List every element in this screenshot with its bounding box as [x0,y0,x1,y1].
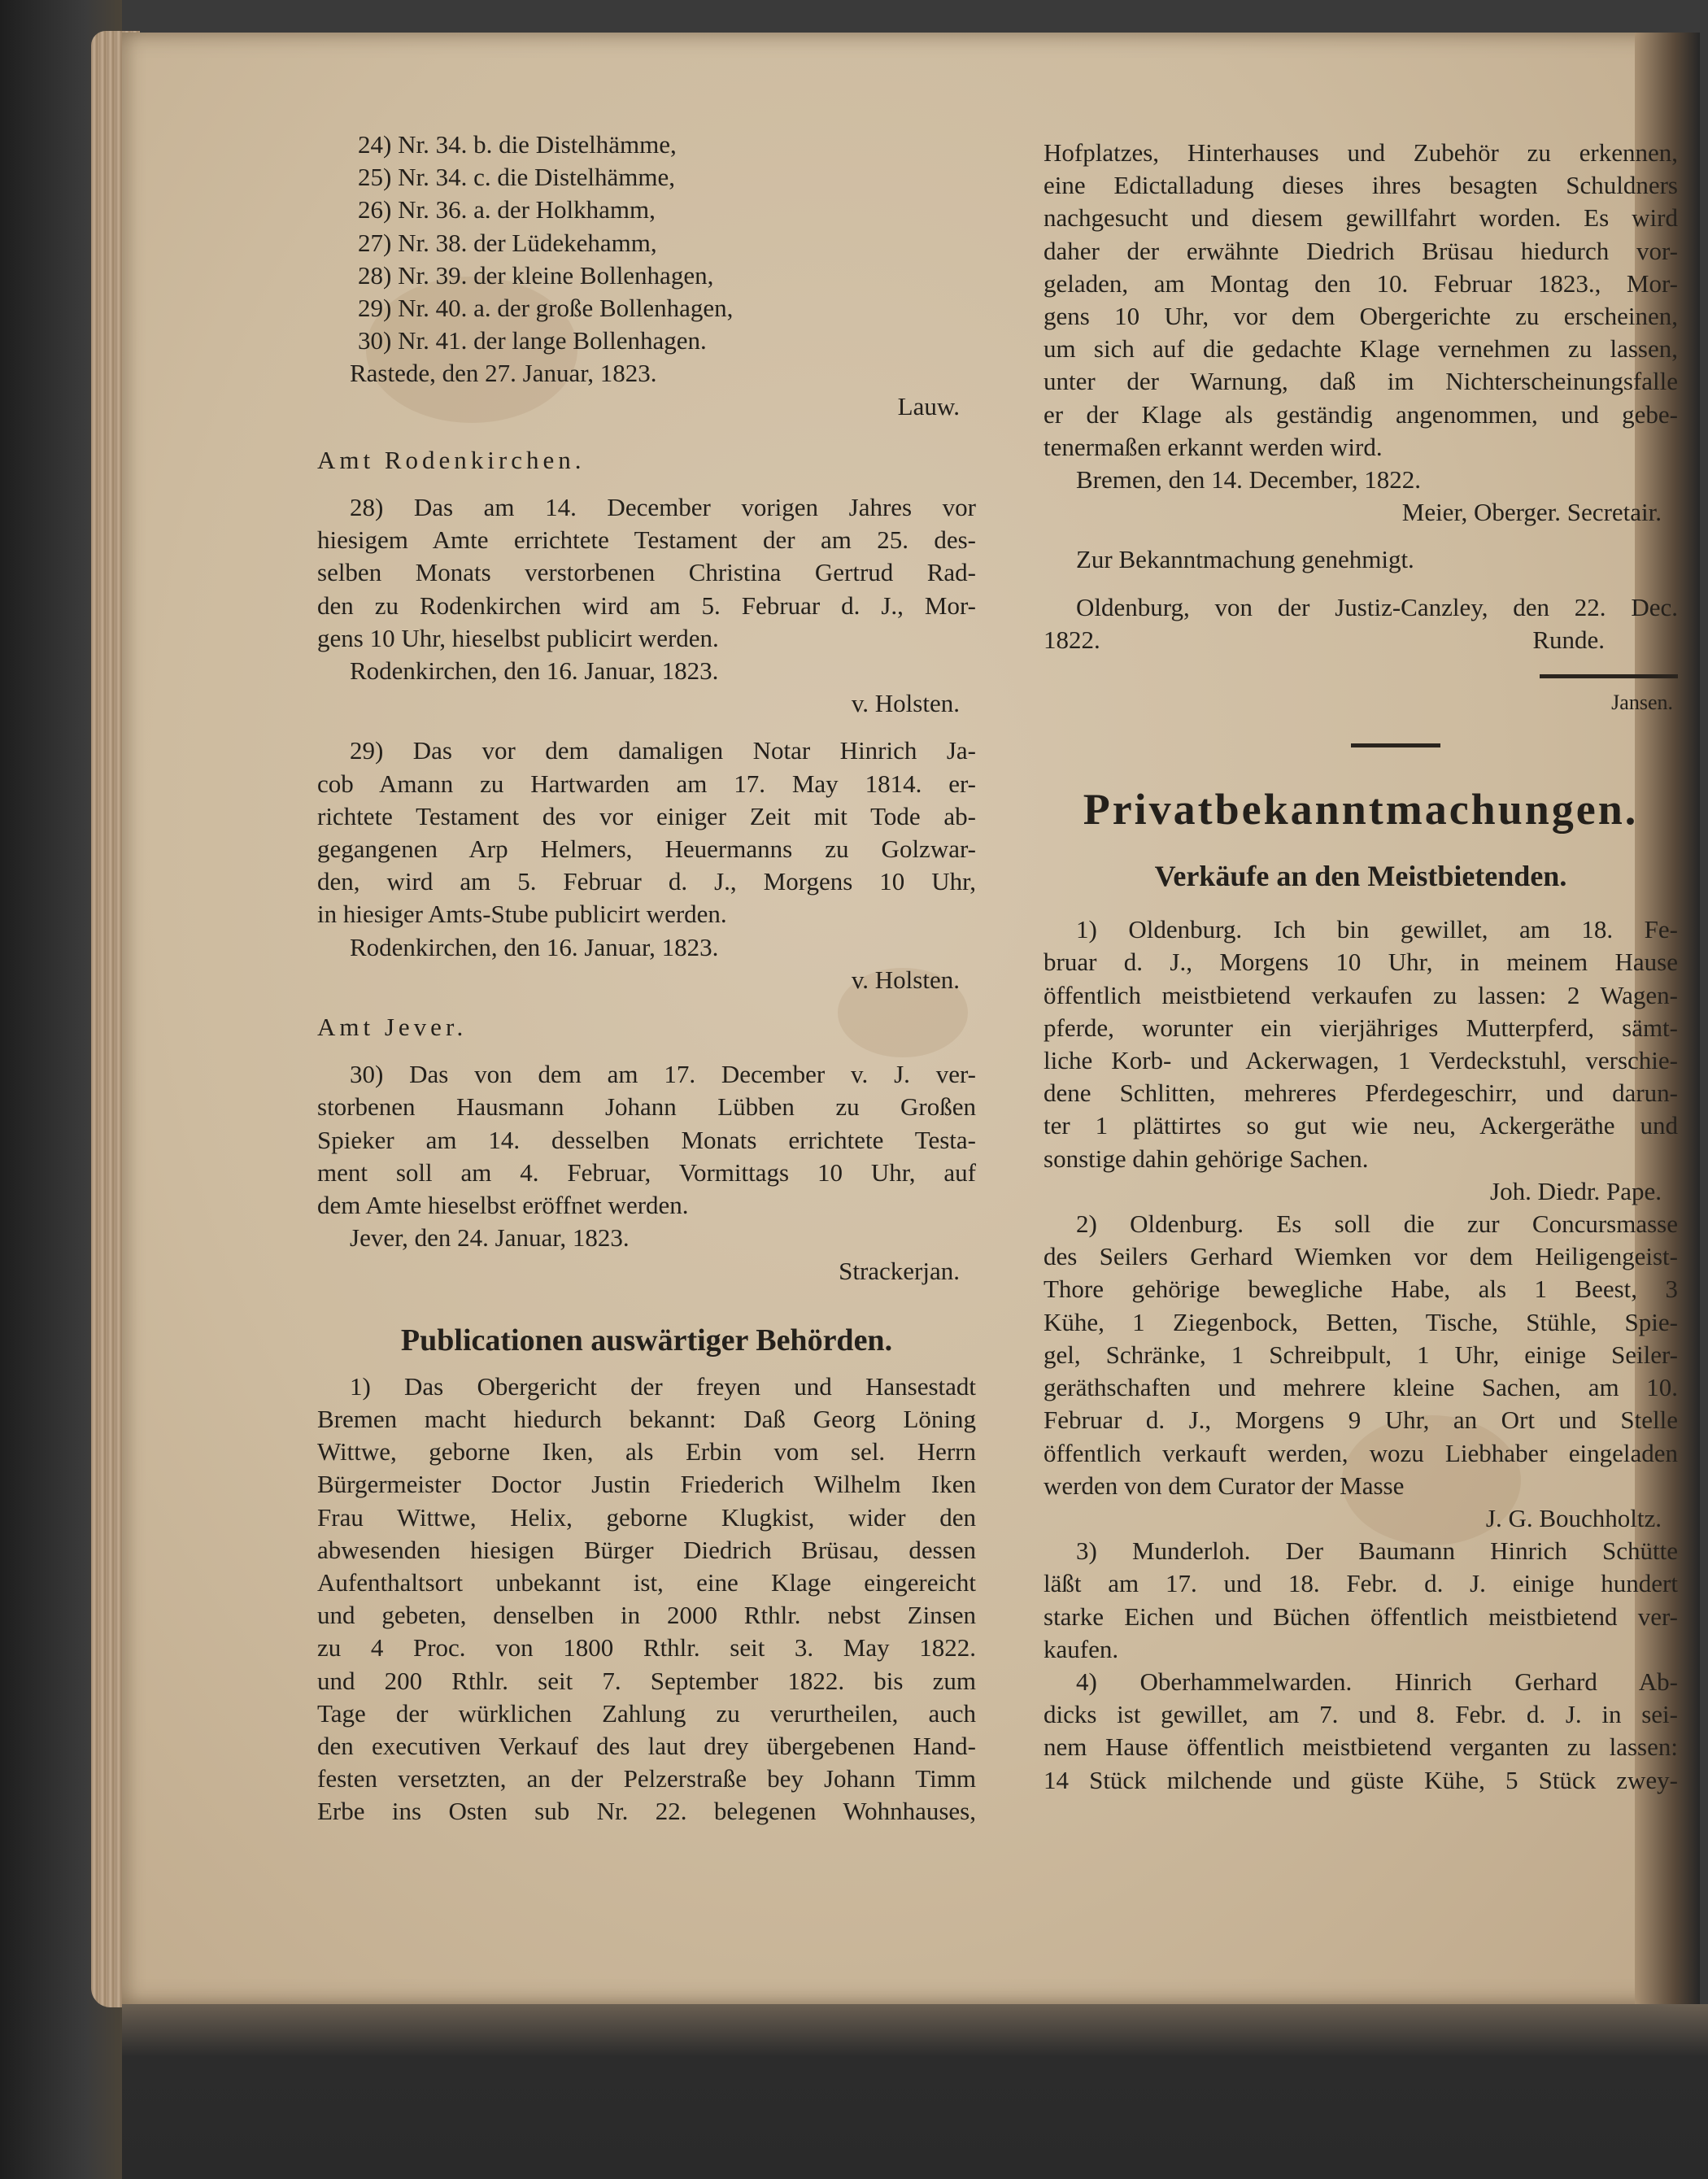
text-line: und 200 Rthlr. seit 7. September 1822. bis zum [317,1666,976,1695]
signature: Lauw. [897,391,960,421]
list-line: 24) Nr. 34. b. die Distelhämme, [358,130,677,159]
text-line: storbenen Hausmann Johann Lübben zu Großen [317,1092,976,1122]
text-line: gens 10 Uhr, hieselbst publicirt werden. [317,623,719,652]
text-line: 2) Oldenburg. Es soll die zur Concursmasse [1076,1209,1678,1239]
right-column [1044,137,1678,1797]
sale-2 [1044,1208,1678,1535]
text-line: liche Korb- und Ackerwagen, 1 Verdeckstuhl, verschie- [1044,1046,1678,1075]
signature: Runde. [1532,625,1605,654]
sale-1 [1044,913,1678,1208]
text-line: 4) Oberhammelwarden. Hinrich Gerhard Ab- [1076,1667,1678,1696]
text-line: 29) Das vor dem damaligen Notar Hinrich Ja- [350,736,976,765]
text-line: er der Klage als geständig angenommen, und gebe- [1044,399,1678,429]
text-line: selben Monats verstorbenen Christina Gertrud Rad- [317,558,976,587]
text-line: den zu Rodenkirchen wird am 5. Februar d. J., Mor- [317,591,976,620]
divider-rule [1540,674,1678,678]
text-line: daher der erwähnte Diedrich Brüsau hiedurch vor- [1044,236,1678,265]
text-line: geräthschaften und mehrere kleine Sachen, am 10. [1044,1373,1678,1402]
text-line: Februar d. J., Morgens 9 Uhr, an Ort und Stelle [1044,1405,1678,1435]
list-line: 25) Nr. 34. c. die Distelhämme, [358,163,675,192]
text-line: starke Eichen und Büchen öffentlich meistbietend ver- [1044,1602,1678,1631]
text-line: ment soll am 4. Februar, Vormittags 10 Uhr, auf [317,1157,976,1187]
text-line: eine Edictalladung dieses ihres besagten Schuldners [1044,171,1678,200]
text-line: abwesenden hiesigen Bürger Diedrich Brüsau, dessen [317,1535,976,1564]
text-line: Tage der würklichen Zahlung zu verurtheilen, auch [317,1698,976,1728]
text-line: hiesigem Amte errichtete Testament der am 25. des- [317,525,976,555]
signature: Jansen. [1611,691,1673,715]
text-line: unter der Warnung, daß im Nichterscheinungsfalle [1044,367,1678,396]
year: 1822. [1044,625,1100,654]
text-line: tenermaßen erkannt werden wird. [1044,432,1383,461]
text-line: dene Schlitten, mehreres Pferdegeschirr, und darun- [1044,1079,1678,1108]
signature: Joh. Diedr. Pape. [1490,1176,1662,1205]
scan-bottom-background [122,2004,1708,2179]
text-line: kaufen. [1044,1634,1119,1663]
dateline-continued [1044,624,1678,656]
parcel-list [317,129,976,423]
list-line: 26) Nr. 36. a. der Holkhamm, [358,195,656,224]
text-line: 3) Munderloh. Der Baumann Hinrich Schütte [1076,1536,1678,1566]
signature: Strackerjan. [839,1256,960,1285]
text-line: zu 4 Proc. von 1800 Rthlr. seit 3. May 1822. [317,1633,976,1663]
text-line: 30) Das von dem am 17. December v. J. ver- [350,1060,976,1089]
list-line: 27) Nr. 38. der Lüdekehamm, [358,228,657,257]
notice-30 [317,1058,976,1287]
dateline: Rodenkirchen, den 16. Januar, 1823. [350,656,719,686]
text-line: und gebeten, denselben in 2000 Rthlr. nebst Zinsen [317,1601,976,1630]
text-line: Kühe, 1 Ziegenbock, Betten, Tische, Stühle, Spie- [1044,1307,1678,1336]
text-line: ter 1 plättirtes so gut wie neu, Ackergeräthe und [1044,1111,1678,1140]
list-line: 29) Nr. 40. a. der große Bollenhagen, [358,294,734,323]
section-heading-amt-jever: Amt Jever. [317,1013,468,1042]
list-line: 28) Nr. 39. der kleine Bollenhagen, [358,260,714,290]
text-line: Frau Wittwe, Helix, geborne Klugkist, wider den [317,1502,976,1532]
text-line: geladen, am Montag den 10. Februar 1823., Mor- [1044,268,1678,298]
text-line: 1) Oldenburg. Ich bin gewillet, am 18. Fe- [1076,915,1678,944]
text-line: Bürgermeister Doctor Justin Friederich Wilhelm Iken [317,1470,976,1499]
text-line: den executiven Verkauf des laut drey übergebenen Hand- [317,1731,976,1760]
dateline: Rastede, den 27. Januar, 1823. [350,359,657,388]
text-line: öffentlich verkauft werden, wozu Liebhaber eingeladen [1044,1438,1678,1467]
text-line: um sich auf die gedachte Klage vernehmen zu lassen, [1044,334,1678,364]
dateline: Bremen, den 14. December, 1822. [1076,465,1422,495]
approval-note: Zur Bekanntmachung genehmigt. [1076,545,1414,574]
text-line: 1) Das Obergericht der freyen und Hansestadt [350,1371,976,1401]
text-line: dicks ist gewillet, am 7. und 8. Febr. d. J. in sei- [1044,1700,1678,1729]
text-line: festen versetzten, an der Pelzerstraße bey Johann Timm [317,1764,976,1793]
publication-1-continued [1044,137,1678,529]
text-line: nem Hause öffentlich meistbietend verganten zu lassen: [1044,1732,1678,1762]
list-line: 30) Nr. 41. der lange Bollenhagen. [358,326,707,355]
text-line: 28) Das am 14. December vorigen Jahres vor [350,493,976,522]
left-column [317,129,976,1828]
section-heading-verkaeufe: Verkäufe an den Meistbietenden. [1154,860,1567,893]
dateline: Jever, den 24. Januar, 1823. [350,1223,630,1253]
text-line: pferde, worunter ein vierjähriges Mutterpferd, sämt- [1044,1013,1678,1042]
text-line: Spieker am 14. desselben Monats errichtete Testa- [317,1125,976,1154]
text-line: richtete Testament des vor einiger Zeit mit Tode ab- [317,801,976,830]
publication-1 [317,1371,976,1828]
text-line: nachgesucht und diesem gewillfahrt worden. Es wird [1044,203,1678,233]
text-line: 14 Stück milchende und güste Kühe, 5 Stück zwey- [1044,1765,1678,1794]
text-line: Wittwe, geborne Iken, als Erbin vom sel. Herrn [317,1437,976,1466]
dateline: Rodenkirchen, den 16. Januar, 1823. [350,932,719,961]
text-line: gel, Schränke, 1 Schreibpult, 1 Uhr, einige Seiler- [1044,1340,1678,1369]
text-line: dem Amte hieselbst eröffnet werden. [317,1191,689,1220]
signature: v. Holsten. [851,689,960,718]
text-line: läßt am 17. und 18. Febr. d. J. einige hundert [1044,1569,1678,1598]
text-line: in hiesiger Amts-Stube publicirt werden. [317,900,727,929]
text-line: Bremen macht hiedurch bekannt: Daß Georg Löning [317,1404,976,1433]
dateline: Oldenburg, von der Justiz-Canzley, den 22. Dec. [1076,592,1678,621]
sale-4 [1044,1666,1678,1797]
text-line: cob Amann zu Hartwarden am 17. May 1814. er- [317,769,976,798]
notice-28 [317,491,976,720]
text-line: Erbe ins Osten sub Nr. 22. belegenen Wohnhauses, [317,1797,976,1826]
section-heading-publications: Publicationen auswärtiger Behörden. [400,1323,893,1358]
text-line: bruar d. J., Morgens 10 Uhr, in meinem Hause [1044,948,1678,977]
text-line: den, wird am 5. Februar d. J., Morgens 10 Uhr, [317,867,976,896]
section-heading-amt-rodenkirchen: Amt Rodenkirchen. [317,445,586,474]
sale-3 [1044,1535,1678,1666]
text-line: werden von dem Curator der Masse [1044,1471,1405,1500]
section-heading-privatbekanntmachungen: Privatbekanntmachungen. [1083,785,1639,835]
text-line: öffentlich meistbietend verkaufen zu lassen: 2 Wagen- [1044,980,1678,1009]
text-line: Thore gehörige bewegliche Habe, als 1 Beest, 3 [1044,1275,1678,1304]
signature: J. G. Bouchholtz. [1485,1503,1662,1532]
text-line: des Seilers Gerhard Wiemken vor dem Heiligengeist- [1044,1242,1678,1271]
signature: v. Holsten. [851,965,960,994]
text-line: sonstige dahin gehörige Sachen. [1044,1144,1369,1173]
text-line: Aufenthaltsort unbekannt ist, eine Klage eingereicht [317,1567,976,1597]
text-line: gegangenen Arp Helmers, Heuermanns zu Golzwar- [317,835,976,864]
text-line: Hofplatzes, Hinterhauses und Zubehör zu erkennen, [1044,138,1678,167]
notice-29 [317,734,976,996]
signature: Meier, Oberger. Secretair. [1401,498,1662,527]
text-line: gens 10 Uhr, vor dem Obergerichte zu erscheinen, [1044,302,1678,331]
